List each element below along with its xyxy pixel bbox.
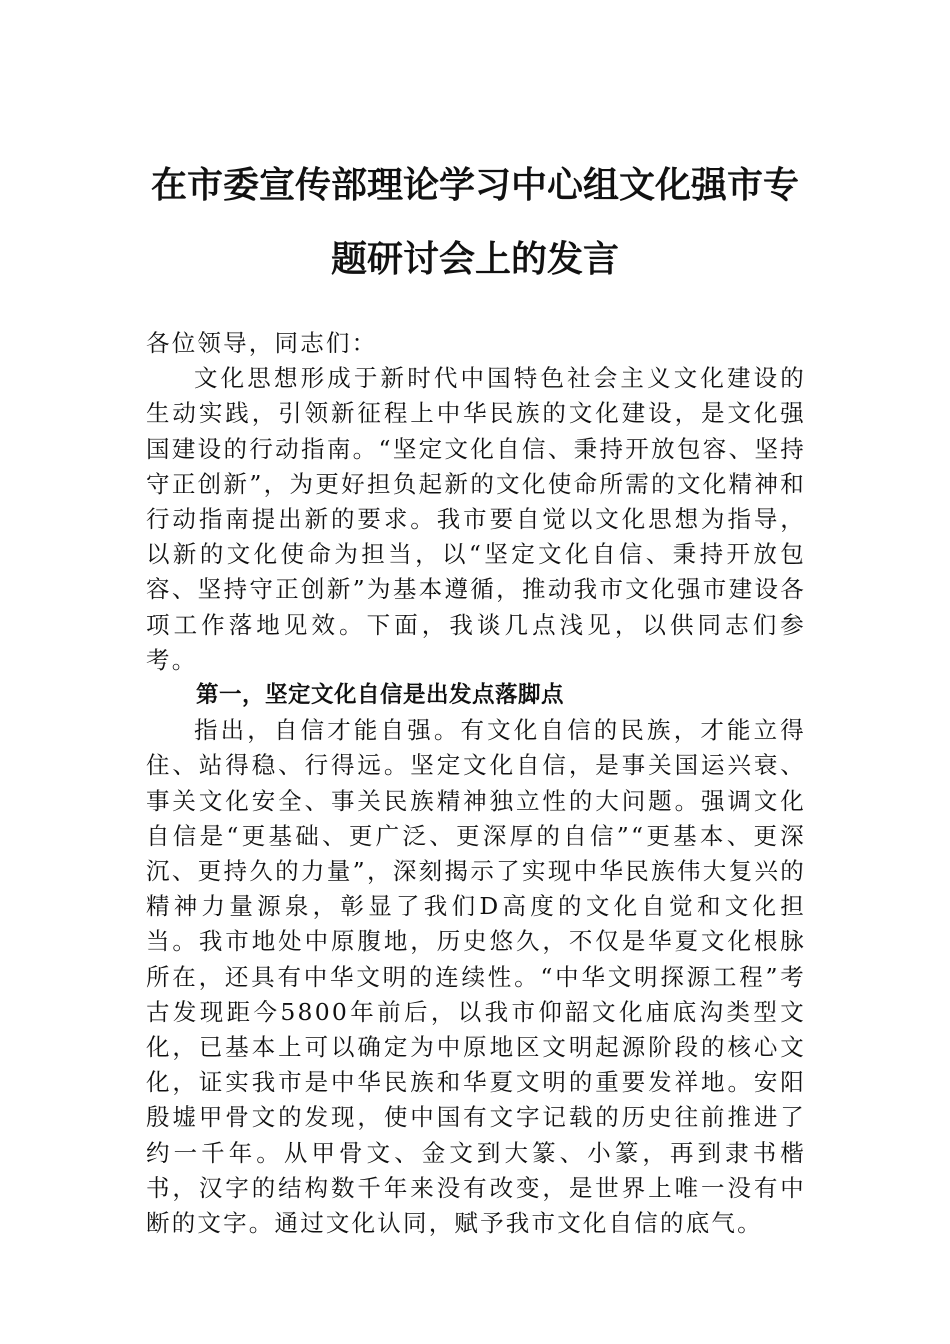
- document-body: [146, 326, 806, 1241]
- salutation: 各位领导，同志们：: [146, 329, 378, 357]
- title-line-2: 题研讨会上的发言: [330, 238, 619, 280]
- paragraph-section-1: 指出，自信才能自强。有文化自信的民族，才能立得住、站得稳、行得远。坚定文化自信，是事关国运兴衰、事关文化安全、事关民族精神独立性的大问题。强调文化自信是“更基础、更广泛、更深厚的自信”“更基本、更深沉、更持久的力量”，深刻揭示了实现中华民族伟大复兴的精神力量源泉，彰显了我们D高度的文化自觉和文化担当。我市地处中原腹地，历史悠久，不仅是华夏文化根脉所在，还具有中华文明的连续性。“中华文明探源工程”考古发现距今5800年前后，以我市仰韶文化庙底沟类型文化，已基本上可以确定为中原地区文明起源阶段的核心文化，证实我市是中华民族和华夏文明的重要发祥地。安阳殷墟甲骨文的发现，使中国有文字记载的历史往前推进了约一千年。从甲骨文、金文到大篆、小篆，再到隶书楷书，汉字的结构数千年来没有改变，是世界上唯一没有中断的文字。通过文化认同，赋予我市文化自信的底气。: [146, 716, 806, 1238]
- paragraph-intro: 文化思想形成于新时代中国特色社会主义文化建设的生动实践，引领新征程上中华民族的文化建设，是文化强国建设的行动指南。“坚定文化自信、秉持开放包容、坚持守正创新”，为更好担负起新的文化使命所需的文化精神和行动指南提出新的要求。我市要自觉以文化思想为指导，以新的文化使命为担当，以“坚定文化自信、秉持开放包容、坚持守正创新”为基本遵循，推动我市文化强市建设各项工作落地见效。下面，我谈几点浅见，以供同志们参考。: [146, 364, 806, 674]
- title-line-1: 在市委宣传部理论学习中心组文化强市专: [150, 164, 799, 206]
- section-heading-1: 第一，坚定文化自信是出发点落脚点: [196, 682, 565, 709]
- document-title: [120, 148, 830, 296]
